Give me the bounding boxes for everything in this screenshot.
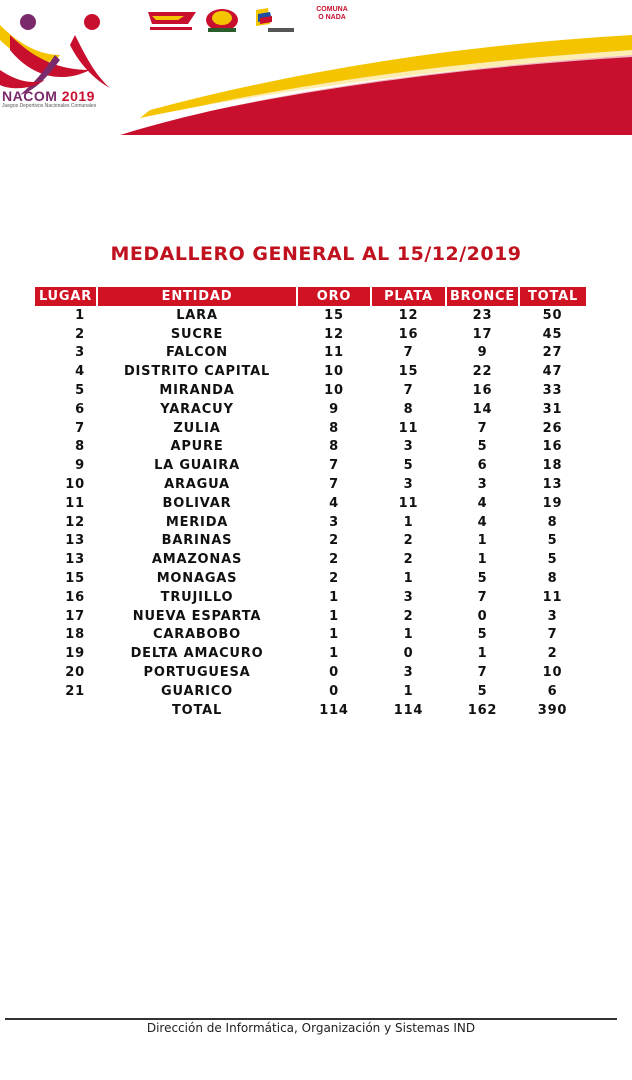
cell-lugar: 18 — [65, 627, 85, 643]
cell-entidad: DISTRITO CAPITAL — [123, 364, 271, 380]
column-header-total: TOTAL — [519, 287, 586, 306]
cell-plata: 1 — [403, 571, 414, 587]
cell-oro: 11 — [324, 345, 344, 361]
cell-lugar: 17 — [65, 608, 85, 624]
cell-total: 47 — [542, 364, 563, 380]
cell-plata: 3 — [403, 477, 414, 493]
table-row — [35, 550, 586, 569]
cell-total: 2 — [547, 646, 558, 662]
cell-total: 3 — [547, 608, 558, 624]
table-row — [35, 588, 586, 607]
cell-total: 50 — [542, 307, 563, 323]
cell-lugar: 7 — [75, 420, 85, 436]
cell-total: 390 — [537, 702, 568, 718]
table-row — [35, 381, 586, 400]
cell-lugar: 13 — [65, 533, 85, 549]
cell-lugar: 4 — [75, 364, 85, 380]
cell-bronce: 17 — [472, 326, 493, 342]
cell-total: 11 — [542, 589, 563, 605]
cell-entidad: MONAGAS — [156, 571, 238, 587]
cell-lugar: 16 — [65, 589, 85, 605]
cell-entidad: CARABOBO — [153, 627, 241, 643]
cell-bronce: 1 — [477, 552, 488, 568]
header-banner — [0, 0, 632, 135]
cell-bronce: 5 — [477, 683, 488, 699]
cell-entidad: MERIDA — [165, 514, 229, 530]
cell-entidad: NUEVA ESPARTA — [132, 608, 262, 624]
comuna-logo-line: O NADA — [318, 14, 346, 21]
cell-plata: 114 — [393, 702, 424, 718]
column-header-oro: ORO — [297, 287, 371, 306]
cell-oro: 1 — [329, 646, 339, 662]
cell-plata: 2 — [403, 552, 414, 568]
cell-oro: 1 — [329, 627, 339, 643]
comuna-logo — [300, 6, 364, 40]
cell-plata: 1 — [403, 627, 414, 643]
table-row — [35, 513, 586, 532]
cell-entidad: LARA — [176, 307, 218, 323]
cell-entidad: ZULIA — [173, 420, 221, 436]
cell-plata: 15 — [398, 364, 419, 380]
cell-lugar: 8 — [75, 439, 85, 455]
table-row — [35, 362, 586, 381]
cell-oro: 12 — [324, 326, 344, 342]
table-row — [35, 344, 586, 363]
cell-plata: 2 — [403, 608, 414, 624]
cell-oro: 8 — [329, 420, 339, 436]
cell-entidad: MIRANDA — [159, 383, 235, 399]
cell-plata: 3 — [403, 589, 414, 605]
cell-bronce: 5 — [477, 571, 488, 587]
cell-bronce: 16 — [472, 383, 493, 399]
cell-plata: 5 — [403, 458, 414, 474]
cell-bronce: 3 — [477, 477, 488, 493]
cell-entidad: LA GUAIRA — [154, 458, 240, 474]
cell-bronce: 14 — [472, 401, 493, 417]
cell-bronce: 5 — [477, 439, 488, 455]
cell-bronce: 4 — [477, 495, 488, 511]
table-row — [35, 663, 586, 682]
cell-plata: 12 — [398, 307, 419, 323]
cell-plata: 0 — [403, 646, 414, 662]
cell-lugar: 19 — [65, 646, 85, 662]
cell-oro: 114 — [319, 702, 349, 718]
cell-bronce: 7 — [477, 589, 488, 605]
cell-oro: 0 — [329, 665, 339, 681]
cell-entidad: YARACUY — [160, 401, 234, 417]
cell-oro: 0 — [329, 683, 339, 699]
cell-bronce: 7 — [477, 665, 488, 681]
medal-table — [35, 287, 586, 720]
table-row — [35, 325, 586, 344]
cell-total: 31 — [542, 401, 563, 417]
footer-text: Dirección de Informática, Organización y Sistemas IND — [146, 1021, 476, 1035]
cell-lugar: 13 — [65, 552, 85, 568]
cell-bronce: 0 — [477, 608, 488, 624]
cell-total: 5 — [547, 533, 558, 549]
cell-plata: 2 — [403, 533, 414, 549]
event-logo-subtitle: Juegos Deportivos Nacionales Comunales — [2, 103, 97, 109]
footer-divider — [5, 1018, 617, 1020]
event-logo: NACOM 2019 — [2, 88, 95, 104]
cell-lugar: 9 — [75, 458, 85, 474]
cell-lugar: 12 — [65, 514, 85, 530]
cell-entidad: TOTAL — [171, 702, 223, 718]
cell-bronce: 4 — [477, 514, 488, 530]
cell-total: 18 — [542, 458, 563, 474]
cell-total: 10 — [542, 665, 563, 681]
cell-total: 26 — [542, 420, 563, 436]
cell-oro: 2 — [329, 552, 339, 568]
cell-lugar: 6 — [75, 401, 85, 417]
table-row — [35, 456, 586, 475]
cell-plata: 11 — [398, 495, 419, 511]
cell-plata: 7 — [403, 383, 414, 399]
table-body — [35, 306, 586, 720]
cell-entidad: BOLIVAR — [162, 495, 232, 511]
cell-entidad: SUCRE — [170, 326, 224, 342]
cell-entidad: ARAGUA — [164, 477, 230, 493]
state-emblem — [206, 9, 238, 32]
cell-entidad: AMAZONAS — [151, 552, 243, 568]
column-header-plata: PLATA — [371, 287, 446, 306]
cell-bronce: 1 — [477, 646, 488, 662]
ministry-logo — [148, 12, 196, 30]
cell-bronce: 7 — [477, 420, 488, 436]
cell-entidad: TRUJILLO — [160, 589, 234, 605]
table-header-row — [35, 287, 586, 306]
cell-bronce: 5 — [477, 627, 488, 643]
column-header-lugar: LUGAR — [35, 287, 97, 306]
cell-lugar: 3 — [75, 345, 85, 361]
cell-oro: 8 — [329, 439, 339, 455]
cell-oro: 1 — [329, 608, 339, 624]
cell-oro: 7 — [329, 458, 339, 474]
page-title: MEDALLERO GENERAL AL 15/12/2019 — [110, 243, 522, 265]
cell-plata: 7 — [403, 345, 414, 361]
cell-lugar: 1 — [75, 307, 85, 323]
table-row — [35, 682, 586, 701]
table-row — [35, 494, 586, 513]
cell-total: 27 — [542, 345, 563, 361]
cell-bronce: 23 — [472, 307, 493, 323]
cell-lugar: 2 — [75, 326, 85, 342]
cell-entidad: FALCON — [165, 345, 228, 361]
cell-oro: 10 — [324, 364, 344, 380]
cell-lugar: 5 — [75, 383, 85, 399]
column-header-entidad: ENTIDAD — [97, 287, 297, 306]
table-row — [35, 306, 586, 325]
cell-plata: 8 — [403, 401, 414, 417]
cell-total: 45 — [542, 326, 563, 342]
cell-total: 16 — [542, 439, 563, 455]
cell-bronce: 9 — [477, 345, 488, 361]
cell-lugar: 10 — [65, 477, 85, 493]
table-row — [35, 532, 586, 551]
cell-total: 13 — [542, 477, 563, 493]
cell-oro: 4 — [329, 495, 339, 511]
cell-lugar: 15 — [65, 571, 85, 587]
cell-bronce: 1 — [477, 533, 488, 549]
cell-total: 6 — [547, 683, 558, 699]
cell-entidad: GUARICO — [161, 683, 233, 699]
cell-plata: 16 — [398, 326, 419, 342]
cell-entidad: APURE — [170, 439, 224, 455]
table-row — [35, 438, 586, 457]
cell-bronce: 6 — [477, 458, 488, 474]
cell-oro: 10 — [324, 383, 344, 399]
comuna-logo-line: COMUNA — [316, 6, 348, 13]
table-row — [35, 626, 586, 645]
cell-total: 8 — [547, 514, 558, 530]
cell-plata: 11 — [398, 420, 419, 436]
table-row — [35, 475, 586, 494]
cell-oro: 1 — [329, 589, 339, 605]
cell-plata: 3 — [403, 439, 414, 455]
cell-total: 33 — [542, 383, 563, 399]
total-row — [35, 701, 586, 720]
cell-plata: 3 — [403, 665, 414, 681]
cell-bronce: 22 — [472, 364, 493, 380]
cell-total: 7 — [547, 627, 558, 643]
cell-lugar: 20 — [65, 665, 85, 681]
cell-lugar — [35, 701, 97, 720]
cell-plata: 1 — [403, 514, 414, 530]
table-row — [35, 400, 586, 419]
cell-lugar: 11 — [65, 495, 85, 511]
column-header-bronce: BRONCE — [446, 287, 519, 306]
cell-oro: 2 — [329, 571, 339, 587]
table-row — [35, 419, 586, 438]
cell-total: 5 — [547, 552, 558, 568]
cell-lugar: 21 — [65, 683, 85, 699]
cell-plata: 1 — [403, 683, 414, 699]
cell-entidad: BARINAS — [161, 533, 233, 549]
cell-oro: 2 — [329, 533, 339, 549]
cell-entidad: PORTUGUESA — [143, 665, 251, 681]
cell-oro: 15 — [324, 307, 344, 323]
cell-oro: 3 — [329, 514, 339, 530]
table-row — [35, 607, 586, 626]
cell-total: 8 — [547, 571, 558, 587]
table-row — [35, 569, 586, 588]
cell-oro: 9 — [329, 401, 339, 417]
table-row — [35, 644, 586, 663]
cell-bronce: 162 — [467, 702, 498, 718]
cell-entidad: DELTA AMACURO — [130, 646, 264, 662]
ind-logo — [256, 8, 294, 32]
cell-total: 19 — [542, 495, 563, 511]
cell-oro: 7 — [329, 477, 339, 493]
